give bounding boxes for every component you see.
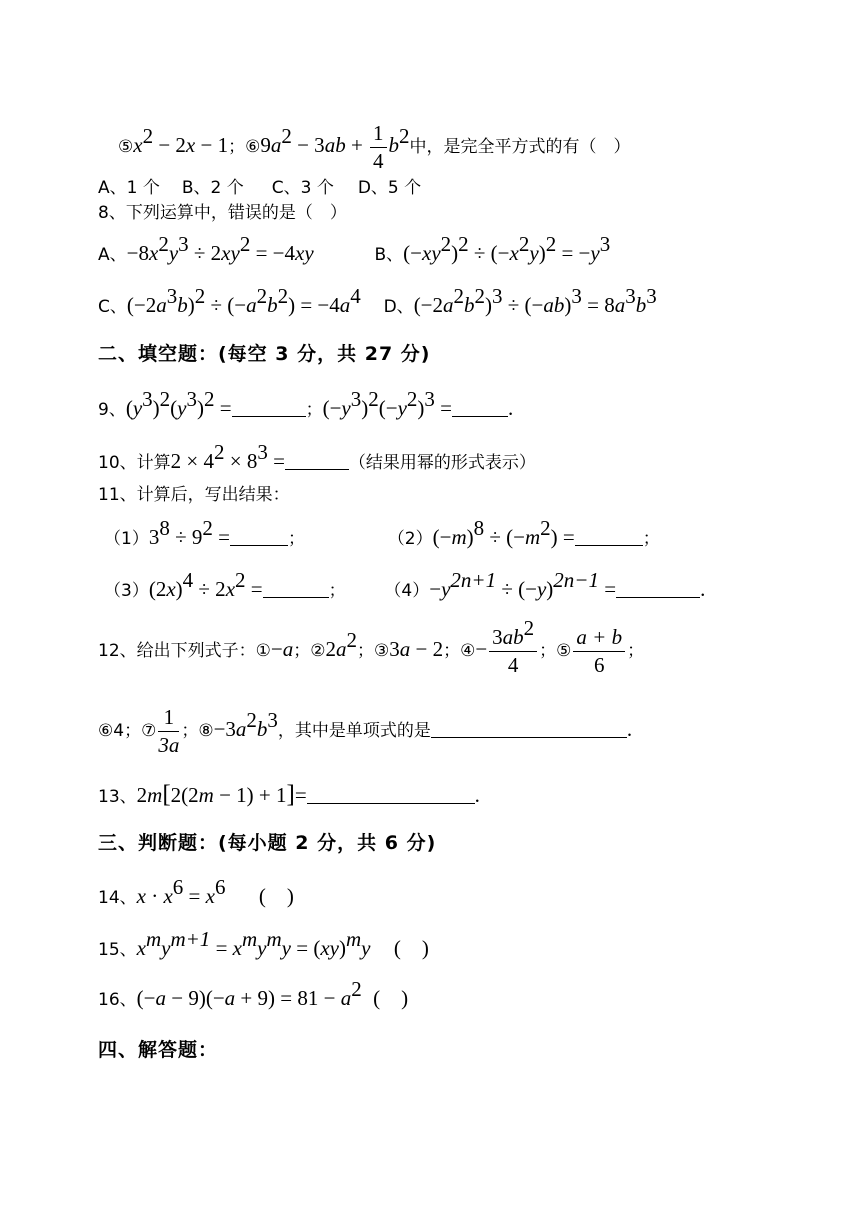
q12-line-1: 12、给出下列式子：①−a；$②2a^2$；③3a − 2；④− $\frac{3ab^2}{4}$ ；⑤ $\frac{a + b}{6}$ ； xyxy=(98,616,645,678)
choice-b[interactable]: B、2 个 xyxy=(181,178,244,198)
answer-blank[interactable] xyxy=(616,581,700,598)
judgment-paren[interactable]: ( ) xyxy=(393,936,429,960)
q7-choices xyxy=(98,180,421,197)
answer-blank[interactable] xyxy=(285,453,349,470)
answer-blank[interactable] xyxy=(431,721,627,738)
fraction-1-over-3a: $\frac{1}{3a}$ xyxy=(158,705,180,758)
q14: 14、$x \cdot x^6 = x^6$ ( ) xyxy=(98,875,294,908)
q13: 13、2m[2(2m − 1) + 1]= . xyxy=(98,781,480,808)
q8-options-ab: A、$-8x^2y^3 \div 2xy^2 = -4xy$ B、$(-xy^2)^2 \div (-x^2y)^2 = -y^3$ xyxy=(98,232,611,265)
q11-parts-3-4: $(3)(2x)^4 \div 2x^2$ = ； $(4)-y^{2n+1} \div (-y)^{2n-1}$ = . xyxy=(104,568,706,601)
section-2-heading: 二、填空题：(每空 3 分，共 27 分) xyxy=(98,343,431,365)
q7-items-5-6: $⑤x^2 - 2x - 1$；$⑥9a^2 - 3ab$ + $\frac{1}{4}$ $b^2$中，是完全平方式的有（ ） xyxy=(118,121,631,174)
choice-d[interactable]: D、5 个 xyxy=(357,178,422,198)
answer-blank[interactable] xyxy=(230,529,288,546)
judgment-paren[interactable]: ( ) xyxy=(258,884,294,908)
q12-line-2: ⑥4；⑦ $\frac{1}{3a}$ ；$⑧-3a^2b^3$，其中是单项式的是 . xyxy=(98,705,633,758)
section-3-heading: 三、判断题：(每小题 2 分，共 6 分) xyxy=(98,832,437,854)
section-4-heading: 四、解答题： xyxy=(98,1039,219,1061)
answer-blank[interactable] xyxy=(232,400,306,417)
fraction-a-plus-b-over-6: $\frac{a + b}{6}$ xyxy=(573,626,625,677)
q8-options-cd: C、$(-2a^3b)^2 \div (-a^2b^2) = -4a^4$ D、$(-2a^2b^2)^3 \div (-ab)^3 = 8a^3b^3$ xyxy=(98,284,657,317)
fraction-3ab2-over-4: $\frac{3ab^2}{4}$ xyxy=(489,626,537,677)
q8-title: 8、下列运算中，错误的是（ ） xyxy=(98,203,347,223)
q11-parts-1-2: $(1)3^8 \div 9^2$ = ； $(2)(-m)^8 \div (-m^2)$ = ； xyxy=(104,516,660,549)
q15: 15、$x^my^{m+1} = x^my^my = (xy)^my$ ( ) xyxy=(98,927,429,960)
q9: 9、$(y^3)^2(y^3)^2$ = ；$(-y^3)^2(-y^2)^3$ = . xyxy=(98,387,514,420)
q16: 16、$(-a - 9)(-a + 9) = 81 - a^2$ ( ) xyxy=(98,977,409,1010)
fraction-one-quarter: $\frac{1}{4}$ xyxy=(370,122,387,173)
q11-title: 11、计算后，写出结果： xyxy=(98,485,290,505)
q10: 10、计算$2 \times 4^2 \times 8^3$ = （结果用幂的形式表示） xyxy=(98,440,536,473)
choice-c[interactable]: C、3 个 xyxy=(271,178,334,198)
answer-blank[interactable] xyxy=(575,529,643,546)
answer-blank[interactable] xyxy=(452,400,508,417)
answer-blank[interactable] xyxy=(307,787,475,804)
judgment-paren[interactable]: ( ) xyxy=(373,986,409,1010)
answer-blank[interactable] xyxy=(263,581,329,598)
choice-a[interactable]: A、1 个 xyxy=(98,178,160,198)
